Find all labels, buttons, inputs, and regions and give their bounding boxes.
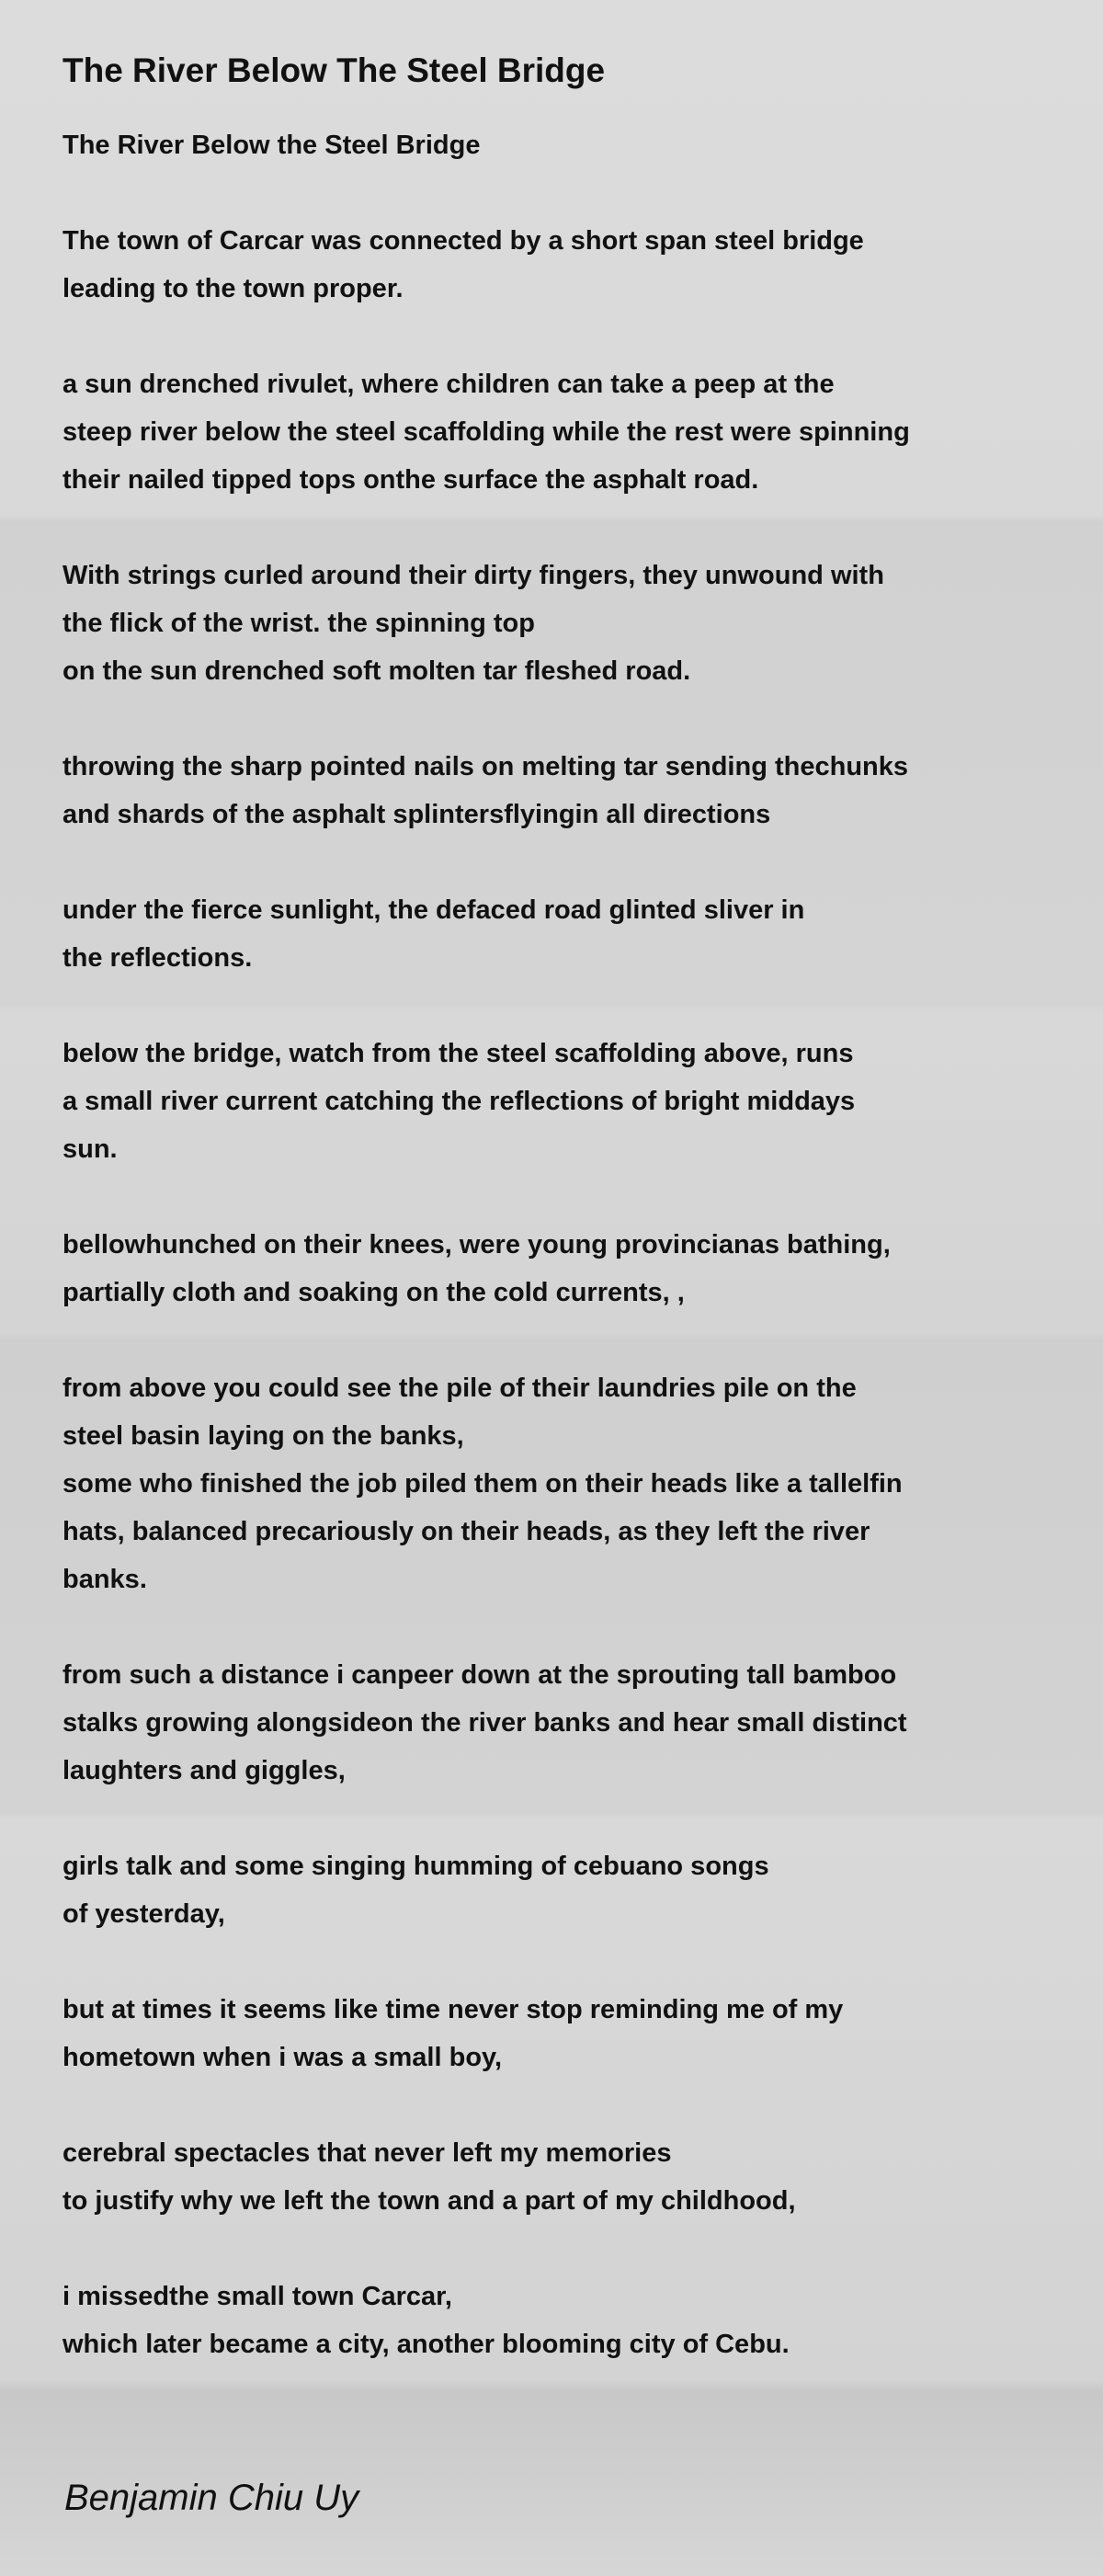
poem-line: under the fierce sunlight, the defaced road glinted sliver in xyxy=(63,895,805,925)
poem-line: The town of Carcar was connected by a short span steel bridge xyxy=(63,226,864,256)
poem-line: With strings curled around their dirty fingers, they unwound with xyxy=(63,561,884,590)
poem-subtitle: The River Below the Steel Bridge xyxy=(63,131,481,160)
poem-title: The River Below The Steel Bridge xyxy=(63,51,606,89)
poem-line: some who finished the job piled them on their heads like a tallelfin xyxy=(63,1469,903,1499)
poem-line: leading to the town proper. xyxy=(63,274,404,303)
poem-line: laughters and giggles, xyxy=(63,1756,346,1785)
poem-line: on the sun drenched soft molten tar fleshed road. xyxy=(63,656,691,686)
poem-line: girls talk and some singing humming of cebuano songs xyxy=(63,1852,769,1881)
poem-stanza xyxy=(63,217,1055,313)
poem-line: hats, balanced precariously on their heads, as they left the river xyxy=(63,1517,870,1546)
poem-line: throwing the sharp pointed nails on melting tar sending thechunks xyxy=(63,752,908,781)
poem-line: from such a distance i canpeer down at the sprouting tall bamboo xyxy=(63,1660,897,1690)
poem-line: bellowhunched on their knees, were young provincianas bathing, xyxy=(63,1230,891,1260)
poem-line: the flick of the wrist. the spinning top xyxy=(63,609,535,638)
poem-stanza xyxy=(63,552,1055,695)
poem-line: but at times it seems like time never stop reminding me of my xyxy=(63,1995,844,2024)
poem-line: below the bridge, watch from the steel scaffolding above, runs xyxy=(63,1039,854,1068)
poem-stanza xyxy=(63,743,1055,838)
poem-stanza xyxy=(63,1986,1055,2081)
poem-line: a small river current catching the reflections of bright middays xyxy=(63,1087,856,1116)
poem-stanza xyxy=(63,360,1055,504)
poem-stanza xyxy=(63,1364,1055,1603)
poem-stanza xyxy=(63,1651,1055,1795)
poem-stanza xyxy=(63,1221,1055,1316)
poem-line: steel basin laying on the banks, xyxy=(63,1421,464,1451)
poem-author: Benjamin Chiu Uy xyxy=(64,2478,359,2518)
poem-stanza xyxy=(63,2273,1055,2368)
poem-stanza xyxy=(63,1030,1055,1173)
poem-stanza xyxy=(63,2129,1055,2225)
poem-body xyxy=(63,217,1055,2368)
poem-line: from above you could see the pile of their laundries pile on the xyxy=(63,1373,857,1403)
poem-line: hometown when i was a small boy, xyxy=(63,2043,503,2072)
poem-line: partially cloth and soaking on the cold currents, , xyxy=(63,1278,685,1307)
poem-line: and shards of the asphalt splintersflyingin all directions xyxy=(63,800,771,829)
poem-stanza xyxy=(63,886,1055,982)
poem-line: sun. xyxy=(63,1134,118,1164)
poem-stanza xyxy=(63,1842,1055,1938)
poem-line: a sun drenched rivulet, where children can take a peep at the xyxy=(63,370,835,399)
poem-line: of yesterday, xyxy=(63,1899,225,1929)
poem-line: which later became a city, another blooming city of Cebu. xyxy=(63,2330,790,2359)
poem-line: banks. xyxy=(63,1565,147,1594)
poem-line: stalks growing alongsideon the river banks and hear small distinct xyxy=(63,1708,907,1738)
poem-line: the reflections. xyxy=(63,943,253,973)
poem-line: steep river below the steel scaffolding while the rest were spinning xyxy=(63,417,910,447)
poem-container xyxy=(63,44,1055,2368)
poem-line: i missedthe small town Carcar, xyxy=(63,2282,452,2311)
poem-line: their nailed tipped tops onthe surface the asphalt road. xyxy=(63,465,759,495)
poem-line: cerebral spectacles that never left my memories xyxy=(63,2138,672,2168)
poem-line: to justify why we left the town and a part of my childhood, xyxy=(63,2186,796,2216)
